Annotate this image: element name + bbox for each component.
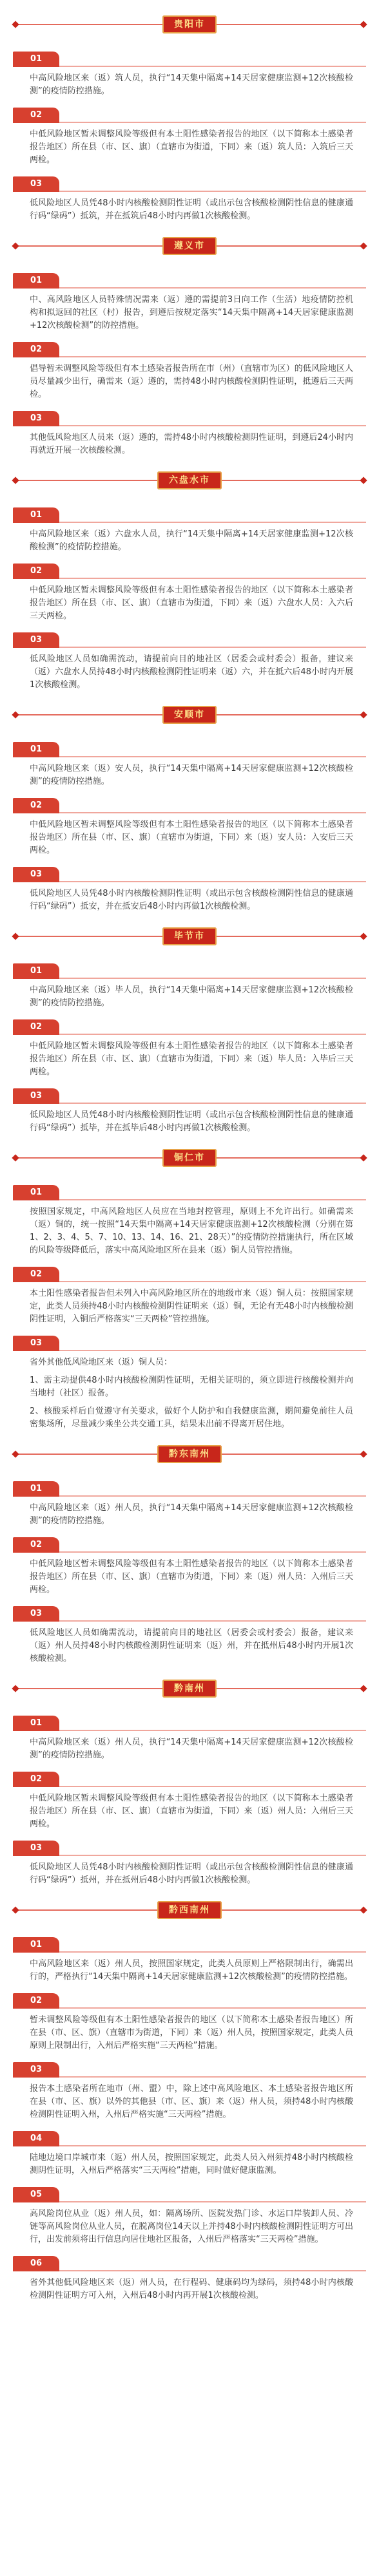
policy-text	[13, 1282, 366, 1326]
item-number: 01	[13, 507, 59, 523]
policy-text	[13, 1497, 366, 1528]
policy-item	[13, 867, 366, 913]
policy-text	[13, 426, 366, 457]
policy-item	[13, 798, 366, 857]
tab-rule	[13, 1281, 366, 1282]
item-tab-row	[13, 2062, 366, 2078]
policy-item	[13, 411, 366, 457]
city-header	[13, 1680, 366, 1698]
tab-rule	[13, 122, 366, 123]
city-section	[0, 15, 379, 223]
item-number: 03	[13, 1841, 59, 1856]
policy-paragraph: 陆地边境口岸城市来（返）州人员，按照国家规定，此类人员入州须持48小时内核酸检测阴性证明，入州后严格落实“三天两检”措施，同时做好健康监测。	[30, 2153, 353, 2175]
policy-item	[13, 1993, 366, 2052]
policy-text	[13, 1553, 366, 1596]
city-name: 贵阳市	[162, 15, 217, 33]
item-number: 02	[13, 1772, 59, 1787]
item-number: 03	[13, 1088, 59, 1104]
item-tab-row	[13, 1772, 366, 1787]
policy-item	[13, 507, 366, 554]
tab-rule	[13, 1199, 366, 1200]
tab-rule	[13, 812, 366, 813]
policy-text	[13, 579, 366, 623]
policy-item	[13, 632, 366, 692]
city-section	[0, 706, 379, 913]
policy-paragraph: 中低风险地区暂未调整风险等级但有本土阳性感染者报告的地区（以下简称本土感染者报告地区）所在县（市、区、旗）（直辖市为街道，下同）来（返）安人员：入安后三天两检。	[30, 820, 353, 855]
tab-rule	[13, 425, 366, 426]
tab-rule	[13, 1495, 366, 1497]
item-tab-row	[13, 1716, 366, 1731]
policy-item	[13, 176, 366, 223]
tab-rule	[13, 1620, 366, 1622]
policy-item	[13, 2131, 366, 2177]
item-tab-row	[13, 176, 366, 192]
city-name: 六盘水市	[157, 471, 222, 489]
policy-paragraph: 倡导暂未调整风险等级但有本土感染者报告所在市（州）（直辖市为区）的低风险地区人员尽量减少出行，确需来（返）遵的，需持48小时内核酸检测阴性证明，抵遵后三天两检。	[30, 364, 353, 399]
city-name: 黔东南州	[157, 1445, 222, 1463]
tab-rule	[13, 756, 366, 757]
policy-paragraph: 中高风险地区来（返）毕人员，执行“14天集中隔离+14天居家健康监测+12次核酸检测”的疫情防控措施。	[30, 985, 353, 1008]
policy-text	[13, 289, 366, 332]
policy-paragraph: 暂未调整风险等级但有本土阳性感染者报告的地区（以下简称本土感染者报告地区）所在县（市、区、旗）（直辖市为街道，下同）来（返）州人员，按照国家规定，此类人员原则上限制出行，入州后严格实施“三天两检”措施。	[30, 2015, 353, 2050]
tab-rule	[13, 66, 366, 67]
policy-item	[13, 1772, 366, 1831]
city-header	[13, 471, 366, 489]
tab-rule	[13, 1034, 366, 1035]
item-tab-row	[13, 2256, 366, 2271]
item-tab-row	[13, 1537, 366, 1553]
policy-paragraph: 中高风险地区来（返）筑人员，执行“14天集中隔离+14天居家健康监测+12次核酸检测”的疫情防控措施。	[30, 73, 353, 96]
city-name: 铜仁市	[162, 1149, 217, 1167]
tab-rule	[13, 2145, 366, 2146]
tab-rule	[13, 191, 366, 192]
city-name: 毕节市	[162, 927, 217, 945]
item-tab-row	[13, 742, 366, 757]
policy-paragraph: 中低风险地区暂未调整风险等级但有本土阳性感染者报告的地区（以下简称本土感染者报告地区）所在县（市、区、旗）（直辖市为街道，下同）来（返）州人员：入州后三天两检。	[30, 1559, 353, 1595]
tab-rule	[13, 978, 366, 979]
policy-item	[13, 1937, 366, 1984]
item-number: 02	[13, 342, 59, 357]
policy-item	[13, 1088, 366, 1135]
city-header	[13, 927, 366, 945]
policy-text	[13, 648, 366, 692]
item-number: 05	[13, 2187, 59, 2202]
policy-item	[13, 108, 366, 167]
policy-paragraph: 中低风险地区暂未调整风险等级但有本土阳性感染者报告的地区（以下简称本土感染者报告地区）所在县（市、区、旗）（直辖市为街道，下同）来（返）筑人员：入筑后三天两检。	[30, 129, 353, 165]
item-tab-row	[13, 411, 366, 426]
policy-text	[13, 979, 366, 1010]
tab-rule	[13, 881, 366, 882]
policy-item	[13, 1481, 366, 1528]
policy-text	[13, 523, 366, 554]
item-tab-row	[13, 798, 366, 813]
policy-text	[13, 192, 366, 223]
item-number: 01	[13, 1481, 59, 1497]
item-number: 03	[13, 632, 59, 648]
item-tab-row	[13, 108, 366, 123]
city-section	[0, 927, 379, 1135]
policy-text	[13, 357, 366, 401]
city-name: 遵义市	[162, 237, 217, 255]
item-number: 01	[13, 742, 59, 757]
policy-item	[13, 1606, 366, 1665]
policy-paragraph: 低风险地区人员如确需流动，请提前向目的地社区（居委会或村委会）报备，建议来（返）六盘水人员持48小时内核酸检测阴性证明来（返）六，并在抵六后48小时内开展1次核酸检测。	[30, 654, 353, 690]
item-number: 01	[13, 273, 59, 289]
item-tab-row	[13, 1481, 366, 1497]
item-number: 03	[13, 867, 59, 882]
item-tab-row	[13, 963, 366, 979]
tab-rule	[13, 1855, 366, 1856]
tab-rule	[13, 2076, 366, 2078]
tab-rule	[13, 1103, 366, 1104]
item-tab-row	[13, 1606, 366, 1622]
policy-paragraph: 其他低风险地区人员来（返）遵的，需持48小时内核酸检测阴性证明，到遵后24小时内再就近开展一次核酸检测。	[30, 433, 353, 455]
policy-item	[13, 52, 366, 98]
policy-item	[13, 1716, 366, 1762]
policy-text	[13, 2146, 366, 2177]
tab-rule	[13, 2270, 366, 2271]
item-tab-row	[13, 1019, 366, 1035]
city-header	[13, 706, 366, 724]
city-header	[13, 1149, 366, 1167]
policy-text	[13, 1787, 366, 1831]
policy-paragraph: 按照国家规定，中高风险地区人员应在当地封控管理，原则上不允许出行。如确需来（返）铜的，统一按照“14天集中隔离+14天居家健康监测+12次核酸检测（分别在第1、2、3、4、5、7、10、13、14、16、21、28天）”的疫情防控措施执行，所在区域的风险等级降低后，落实中高风险地区所在县来（返）铜人员管控措施。	[30, 1207, 353, 1255]
policy-item	[13, 1185, 366, 1257]
policy-text	[13, 2271, 366, 2302]
tab-rule	[13, 1350, 366, 1351]
city-header	[13, 15, 366, 33]
city-section	[0, 1149, 379, 1431]
policy-text	[13, 1856, 366, 1887]
city-header	[13, 1445, 366, 1463]
item-number: 01	[13, 1937, 59, 1953]
item-tab-row	[13, 2187, 366, 2202]
policy-text	[13, 1731, 366, 1762]
policy-paragraph: 中高风险地区来（返）州人员，按照国家规定，此类人员原则上严格限制出行，确需出行的，严格执行“14天集中隔离+14天居家健康监测+12次核酸检测”的疫情防控措施。	[30, 1959, 353, 1982]
policy-text	[13, 2202, 366, 2246]
item-number: 01	[13, 1185, 59, 1200]
city-section	[0, 1901, 379, 2302]
policy-item	[13, 273, 366, 332]
item-tab-row	[13, 1993, 366, 2009]
policy-text	[13, 1035, 366, 1079]
policy-text	[13, 1200, 366, 1257]
policy-item	[13, 1336, 366, 1431]
policy-paragraph: 中低风险地区暂未调整风险等级但有本土阳性感染者报告的地区（以下简称本土感染者报告地区）所在县（市、区、旗）（直辖市为街道，下同）来（返）六盘水人员：入六后三天两检。	[30, 585, 353, 621]
policy-paragraph: 中高风险地区来（返）安人员，执行“14天集中隔离+14天居家健康监测+12次核酸检测”的疫情防控措施。	[30, 764, 353, 786]
policy-item	[13, 2062, 366, 2121]
policy-text	[13, 67, 366, 98]
policy-paragraph: 低风险地区人员凭48小时内核酸检测阴性证明（或出示包含核酸检测阴性信息的健康通行码“绿码”）抵毕，并在抵毕后48小时内再做1次核酸检测。	[30, 1110, 353, 1133]
policy-paragraph: 报告本土感染者所在地市（州、盟）中，除上述中高风险地区、本土感染者报告地区所在县（市、区、旗）以外的其他县（市、区、旗）来（返）州人员，须持48小时内核酸检测阴性证明入州，入州后严格实施“三天两检”措施。	[30, 2084, 353, 2119]
item-tab-row	[13, 2131, 366, 2146]
policy-text	[13, 1953, 366, 1984]
policy-paragraph: 低风险地区人员如确需流动，请提前向目的地社区（居委会或村委会）报备，建议来（返）州人员持48小时内核酸检测阴性证明来（返）州，并在抵州后48小时内开展1次核酸检测。	[30, 1628, 353, 1663]
policy-paragraph: 高风险岗位从业（返）州人员，如：隔离场所、医院发热门诊、水运口岸装卸人员、冷链等高风险岗位从业人员，在脱离岗位14天以上并持48小时内核酸检测阴性证明方可出行，出发前须将出行信息向居住地社区报备，入州后严格落实“三天两检”措施。	[30, 2209, 353, 2244]
item-number: 02	[13, 564, 59, 579]
city-name: 黔西南州	[157, 1901, 222, 1919]
city-name: 安顺市	[162, 706, 217, 724]
policy-text	[13, 1104, 366, 1135]
tab-rule	[13, 578, 366, 579]
item-tab-row	[13, 564, 366, 579]
policy-paragraph: 1、需主动提供48小时内核酸检测阴性证明，无相关证明的，须立即进行核酸检测并向当地村（社区）报备。	[30, 1376, 353, 1398]
policy-text	[13, 813, 366, 857]
policy-paragraph: 低风险地区人员凭48小时内核酸检测阴性证明（或出示包含核酸检测阴性信息的健康通行码“绿码”）抵州，并在抵州后48小时内再做1次核酸检测。	[30, 1862, 353, 1885]
policy-paragraph: 省外其他低风险地区来（返）铜人员：	[30, 1358, 173, 1367]
city-header	[13, 237, 366, 255]
tab-rule	[13, 2201, 366, 2202]
policy-item	[13, 1537, 366, 1596]
item-number: 01	[13, 52, 59, 67]
tab-rule	[13, 1786, 366, 1787]
item-number: 02	[13, 798, 59, 813]
policy-item	[13, 963, 366, 1010]
item-tab-row	[13, 507, 366, 523]
city-section	[0, 471, 379, 692]
item-tab-row	[13, 1185, 366, 1200]
policy-paragraph: 低风险地区人员凭48小时内核酸检测阴性证明（或出示包含核酸检测阴性信息的健康通行码“绿码”）抵筑，并在抵筑后48小时内再做1次核酸检测。	[30, 198, 353, 221]
tab-rule	[13, 1951, 366, 1953]
policy-item	[13, 1841, 366, 1887]
item-tab-row	[13, 1841, 366, 1856]
item-number: 04	[13, 2131, 59, 2146]
city-section	[0, 1445, 379, 1665]
item-tab-row	[13, 1937, 366, 1953]
policy-item	[13, 342, 366, 401]
policy-item	[13, 742, 366, 788]
policy-paragraph: 中高风险地区来（返）州人员，执行“14天集中隔离+14天居家健康监测+12次核酸检测”的疫情防控措施。	[30, 1738, 353, 1760]
policy-paragraph: 中低风险地区暂未调整风险等级但有本土阳性感染者报告的地区（以下简称本土感染者报告地区）所在县（市、区、旗）（直辖市为街道，下同）来（返）州人员：入州后三天两检。	[30, 1794, 353, 1829]
item-tab-row	[13, 1267, 366, 1282]
item-number: 01	[13, 1716, 59, 1731]
item-tab-row	[13, 867, 366, 882]
policy-text	[13, 2009, 366, 2052]
tab-rule	[13, 287, 366, 289]
item-tab-row	[13, 273, 366, 289]
policy-paragraph: 中、高风险地区人员特殊情况需来（返）遵的需提前3日向工作（生活）地疫情防控机构和拟返回的社区（村）报告，到遵后按规定落实“14天集中隔离+14天居家健康监测+12次核酸检测”的防控措施。	[30, 295, 353, 330]
item-number: 03	[13, 1606, 59, 1622]
policy-text	[13, 1622, 366, 1665]
tab-rule	[13, 647, 366, 648]
item-tab-row	[13, 1336, 366, 1351]
policy-text	[13, 757, 366, 788]
policy-item	[13, 1019, 366, 1079]
policy-text	[13, 1351, 366, 1431]
item-number: 03	[13, 176, 59, 192]
policy-item	[13, 564, 366, 623]
tab-rule	[13, 1730, 366, 1731]
item-number: 02	[13, 108, 59, 123]
item-number: 03	[13, 1336, 59, 1351]
city-header	[13, 1901, 366, 1919]
policy-paragraph: 中高风险地区来（返）州人员，执行“14天集中隔离+14天居家健康监测+12次核酸检测”的疫情防控措施。	[30, 1503, 353, 1526]
item-number: 02	[13, 1267, 59, 1282]
item-number: 02	[13, 1993, 59, 2009]
policy-paragraph: 中高风险地区来（返）六盘水人员，执行“14天集中隔离+14天居家健康监测+12次核酸检测”的疫情防控措施。	[30, 529, 353, 552]
tab-rule	[13, 522, 366, 523]
item-number: 02	[13, 1537, 59, 1553]
item-tab-row	[13, 1088, 366, 1104]
policy-paragraph: 低风险地区人员凭48小时内核酸检测阴性证明（或出示包含核酸检测阴性信息的健康通行码“绿码”）抵安，并在抵安后48小时内再做1次核酸检测。	[30, 889, 353, 911]
item-tab-row	[13, 342, 366, 357]
policy-text	[13, 123, 366, 167]
item-tab-row	[13, 52, 366, 67]
policy-paragraph: 省外其他低风险地区来（返）州人员，在行程码、健康码均为绿码，须持48小时内核酸检测阴性证明方可入州，入州后48小时内再开展1次核酸检测。	[30, 2278, 353, 2300]
item-number: 02	[13, 1019, 59, 1035]
policy-text	[13, 2078, 366, 2121]
item-number: 01	[13, 963, 59, 979]
item-number: 03	[13, 2062, 59, 2078]
policy-paragraph: 中低风险地区暂未调整风险等级但有本土阳性感染者报告的地区（以下简称本土感染者报告地区）所在县（市、区、旗）（直辖市为街道，下同）来（返）毕人员：入毕后三天两检。	[30, 1041, 353, 1077]
policy-item	[13, 2256, 366, 2302]
tab-rule	[13, 356, 366, 357]
city-name: 黔南州	[162, 1680, 217, 1698]
policy-item	[13, 2187, 366, 2246]
item-number: 03	[13, 411, 59, 426]
city-section	[0, 1680, 379, 1887]
item-number: 06	[13, 2256, 59, 2271]
city-section	[0, 237, 379, 457]
policy-text	[13, 882, 366, 913]
policy-item	[13, 1267, 366, 1326]
policy-paragraph: 本土阳性感染者报告但未列入中高风险地区所在的地级市来（返）铜人员：按照国家规定，此类人员须持48小时内核酸检测阴性证明来（返）铜，无论有无48小时内核酸检测阴性证明，入铜后严格落实“三天两检”管控措施。	[30, 1289, 353, 1324]
tab-rule	[13, 2007, 366, 2009]
policy-paragraph: 2、核酸采样后自觉遵守有关要求，做好个人防护和自我健康监测，期间避免前往人员密集场所，尽量减少乘坐公共交通工具，结果未出前不得离开居住地。	[30, 1406, 353, 1429]
item-tab-row	[13, 632, 366, 648]
tab-rule	[13, 1551, 366, 1553]
